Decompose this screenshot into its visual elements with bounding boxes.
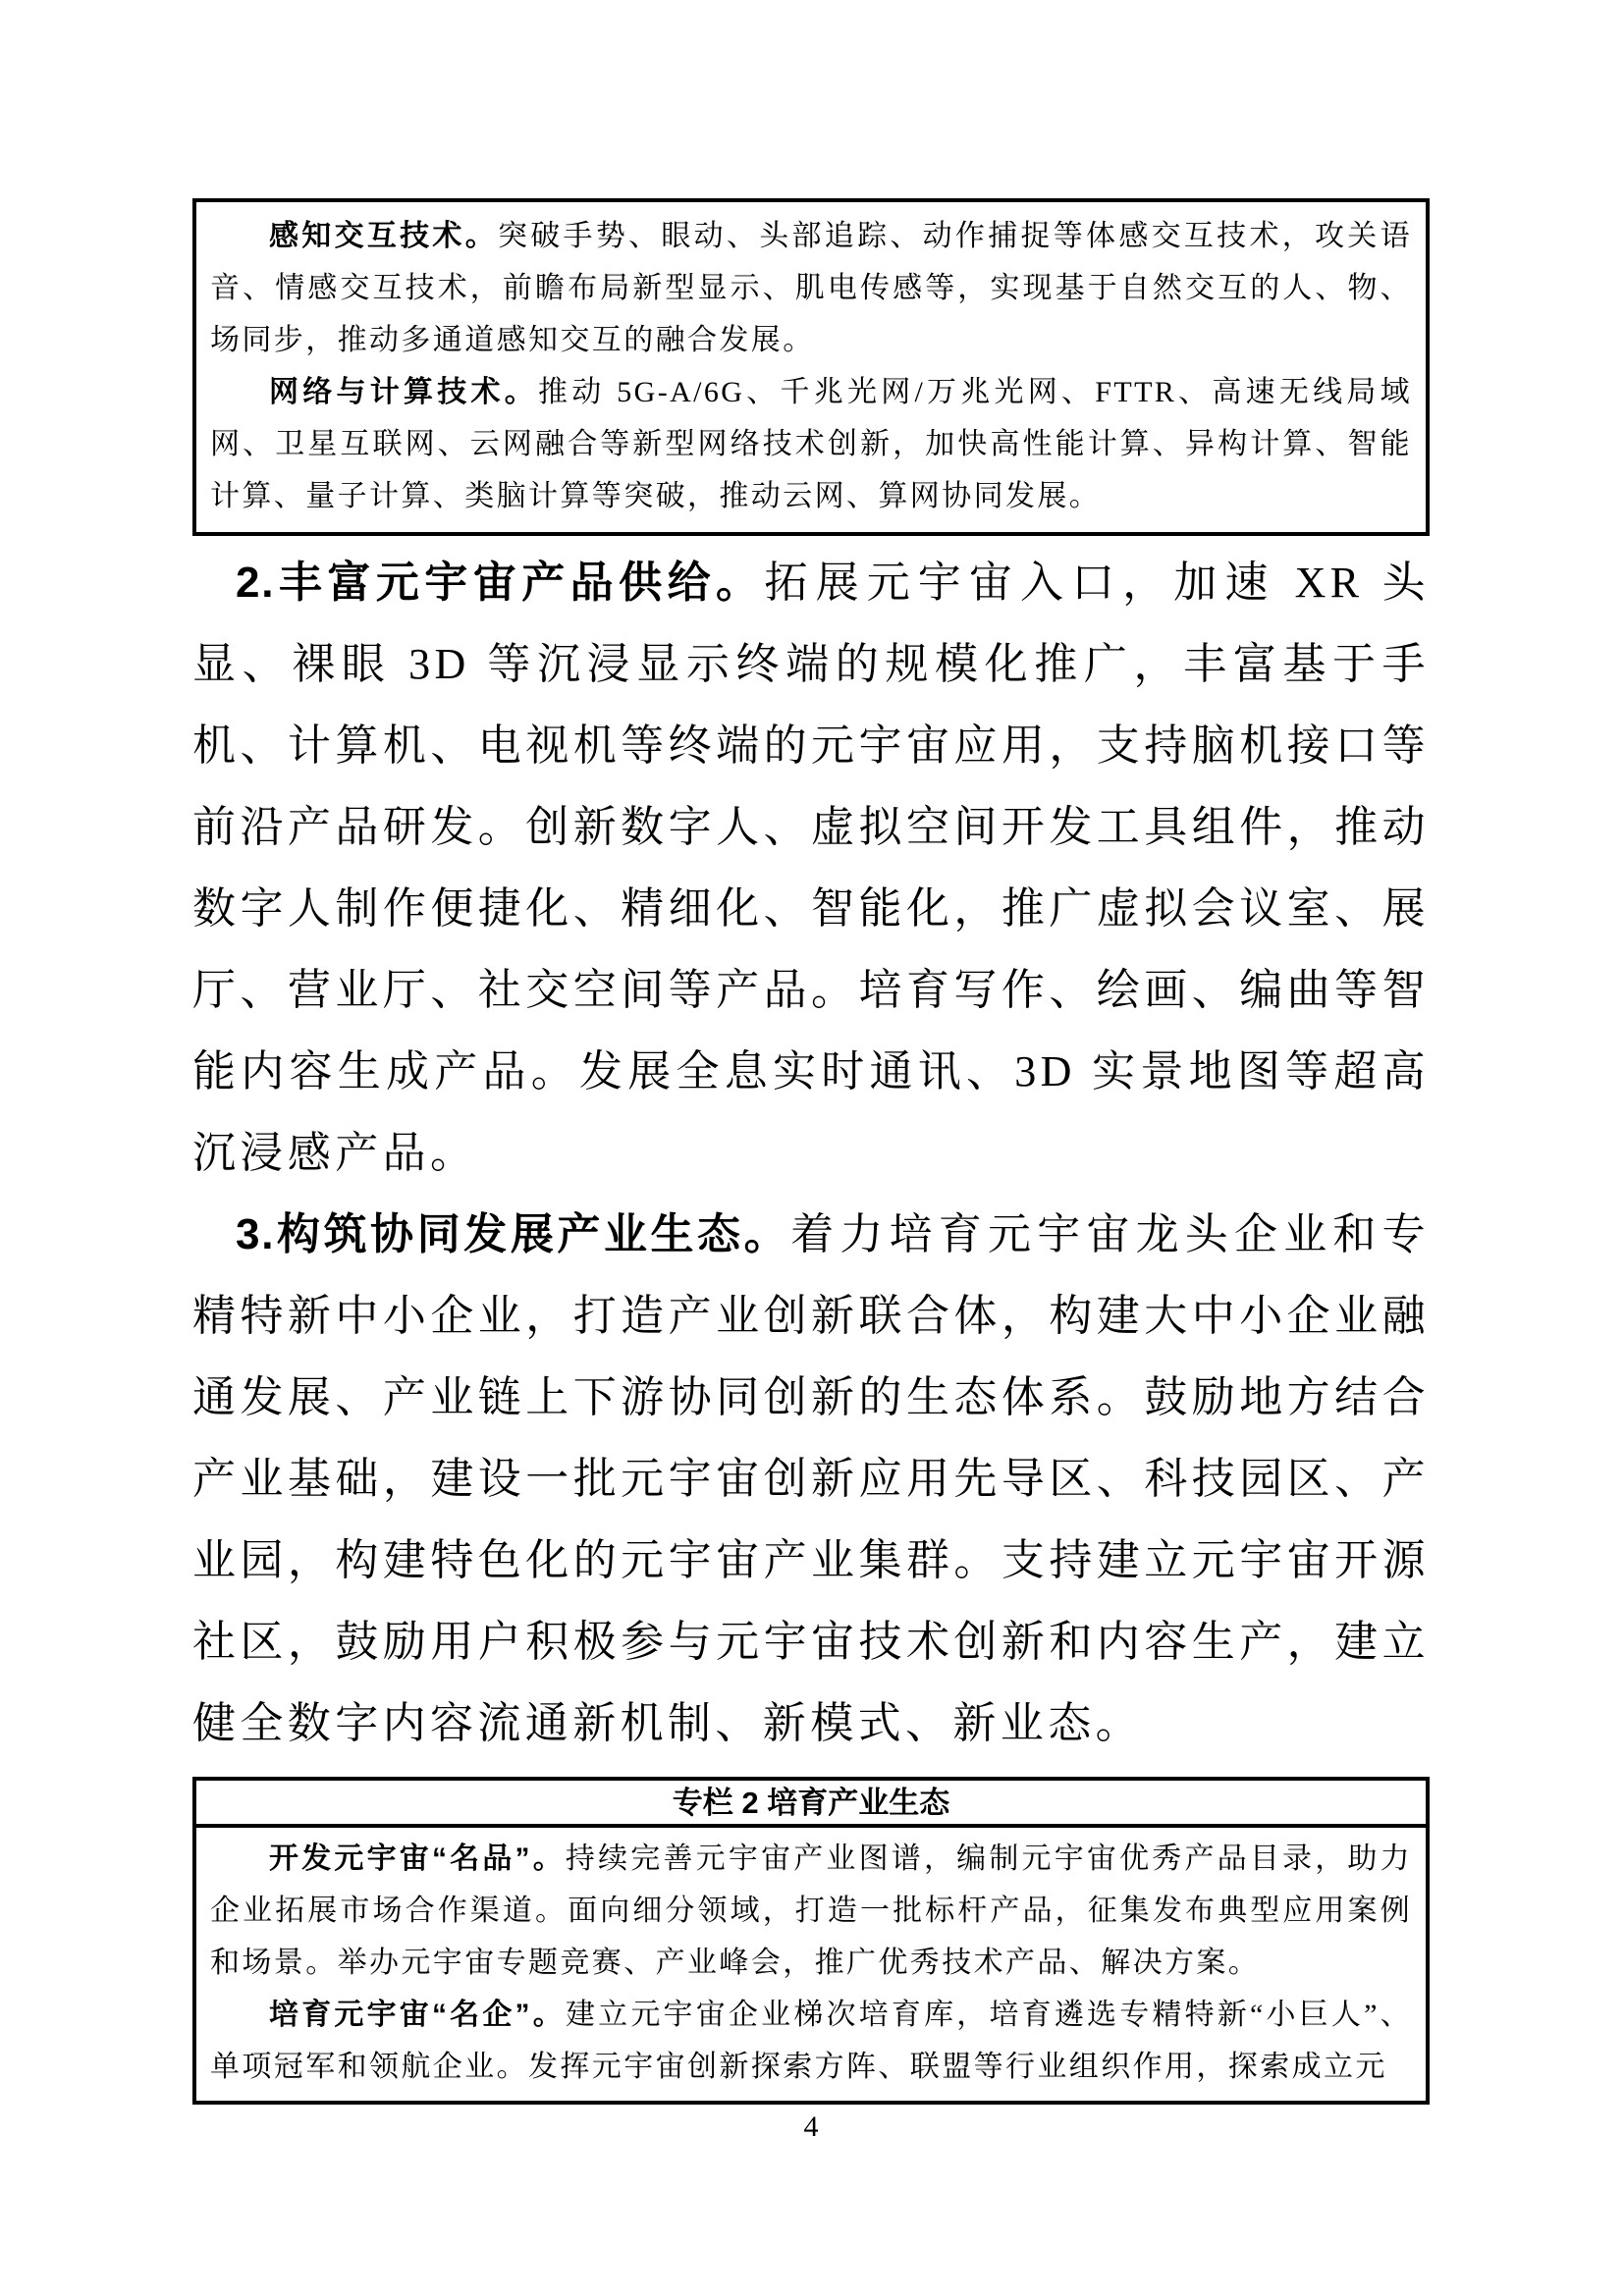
column-panel-title: 专栏 2 培育产业生态	[196, 1781, 1426, 1828]
panel-paragraph	[210, 210, 1412, 366]
paragraph-text: 突破手势、眼动、头部追踪、动作捕捉等体感交互技术，攻关语音、情感交互技术，前瞻布局新型显示、肌电传感等，实现基于自然交互的人、物、场同步，推动多通道感知交互的融合发展。	[210, 220, 1412, 356]
panel-paragraph	[210, 366, 1412, 522]
paragraph-text: 持续完善元宇宙产业图谱，编制元宇宙优秀产品目录，助力企业拓展市场合作渠道。面向细分领域，打造一批标杆产品，征集发布典型应用案例和场景。举办元宇宙专题竞赛、产业峰会，推广优秀技术产品、解决方案。	[210, 1842, 1412, 1979]
paragraph-lead: 感知交互技术。	[269, 220, 498, 252]
paragraph-text: 建立元宇宙企业梯次培育库，培育遴选专精特新“小巨人”、单项冠军和领航企业。发挥元宇宙创新探索方阵、联盟等行业组织作用，探索成立元	[210, 1999, 1412, 2083]
paragraph-text: 拓展元宇宙入口，加速 XR 头显、裸眼 3D 等沉浸显示终端的规模化推广，丰富基于手机、计算机、电视机等终端的元宇宙应用，支持脑机接口等前沿产品研发。创新数字人、虚拟空间开发工具组件，推动数字人制作便捷化、精细化、智能化，推广虚拟会议室、展厅、营业厅、社交空间等产品。培育写作、绘画、编曲等智能内容生成产品。发展全息实时通讯、3D 实景地图等超高沉浸感产品。	[192, 559, 1430, 1177]
paragraph-lead: 培育元宇宙“名企”。	[269, 1999, 566, 2031]
paragraph-lead: 2.丰富元宇宙产品供给。	[236, 559, 765, 607]
column-panel-body	[196, 1828, 1426, 2101]
page-number: 4	[803, 2110, 819, 2143]
body-text	[192, 542, 1430, 1764]
tech-panel	[192, 198, 1430, 536]
body-paragraph	[192, 1194, 1430, 1764]
body-paragraph	[192, 542, 1430, 1194]
paragraph-text: 推动 5G-A/6G、千兆光网/万兆光网、FTTR、高速无线局域网、卫星互联网、云网融合等新型网络技术创新，加快高性能计算、异构计算、智能计算、量子计算、类脑计算等突破，推动云网、算网协同发展。	[210, 376, 1412, 512]
paragraph-lead: 网络与计算技术。	[269, 376, 538, 408]
panel-paragraph	[210, 1989, 1412, 2093]
paragraph-lead: 3.构筑协同发展产业生态。	[236, 1210, 791, 1258]
column-panel	[192, 1777, 1430, 2105]
paragraph-text: 着力培育元宇宙龙头企业和专精特新中小企业，打造产业创新联合体，构建大中小企业融通发展、产业链上下游协同创新的生态体系。鼓励地方结合产业基础，建设一批元宇宙创新应用先导区、科技园区、产业园，构建特色化的元宇宙产业集群。支持建立元宇宙开源社区，鼓励用户积极参与元宇宙技术创新和内容生产，建立健全数字内容流通新机制、新模式、新业态。	[192, 1210, 1430, 1747]
panel-paragraph	[210, 1833, 1412, 1989]
paragraph-lead: 开发元宇宙“名品”。	[269, 1842, 566, 1875]
